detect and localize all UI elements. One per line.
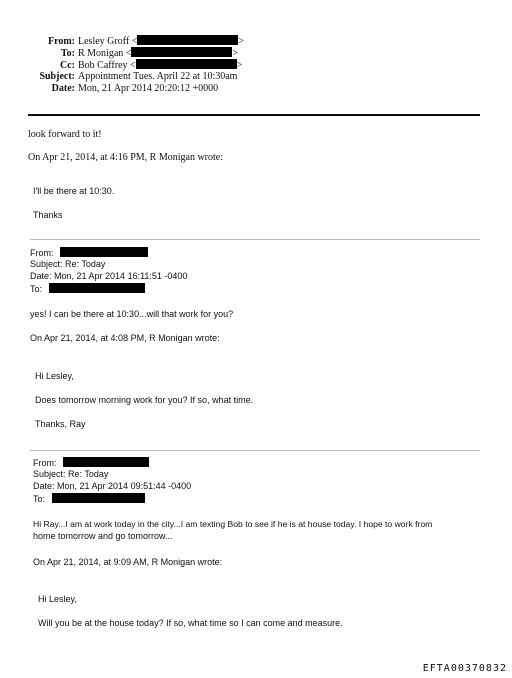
msg3-to-row — [33, 493, 145, 505]
msg2-quote-intro: On Apr 21, 2014, at 4:08 PM, R Monigan wrote: — [30, 333, 220, 343]
quoted-line: I'll be there at 10:30. — [33, 186, 115, 196]
quoted-greeting: Hi Lesley, — [35, 371, 74, 381]
header-to-row: To: R Monigan < > — [0, 47, 238, 60]
header-cc-row: Cc: Bob Caffrey < > — [0, 59, 242, 72]
redaction-bar — [63, 457, 149, 467]
redaction-bar — [52, 493, 145, 503]
subject-value: Appointment Tues. April 22 at 10:30am — [78, 71, 238, 82]
cc-value: Bob Caffrey — [78, 60, 128, 71]
document-id: EFTA00370832 — [422, 663, 507, 674]
message-divider — [30, 239, 480, 240]
subject-label: Subject: — [39, 71, 75, 82]
to-value: R Monigan — [78, 48, 124, 59]
msg3-body-line: home tomorrow and go tomorrow... — [33, 531, 173, 541]
msg3-from-label: From: — [33, 458, 57, 468]
msg3-date: Date: Mon, 21 Apr 2014 09:51:44 -0400 — [33, 481, 192, 491]
from-value: Lesley Groff — [78, 36, 130, 47]
header-from-row: From: Lesley Groff < > — [0, 35, 244, 48]
redaction-bar — [136, 59, 237, 69]
msg2-date: Date: Mon, 21 Apr 2014 16:11:51 -0400 — [30, 271, 188, 281]
quote-intro: On Apr 21, 2014, at 4:16 PM, R Monigan wrote: — [28, 152, 223, 163]
date-label: Date: — [51, 83, 75, 94]
msg3-from-row — [33, 457, 149, 469]
redaction-bar — [131, 47, 232, 57]
to-label: To: — [60, 48, 75, 59]
msg2-subject: Subject: Re: Today — [30, 259, 106, 269]
msg3-subject: Subject: Re: Today — [33, 469, 109, 479]
msg2-to-row — [30, 283, 145, 295]
quoted-line: Thanks — [33, 210, 63, 220]
msg2-from-label: From: — [30, 248, 54, 258]
quoted-body: Does tomorrow morning work for you? If so, what time. — [35, 395, 254, 405]
quoted-signature: Thanks, Ray — [35, 419, 86, 429]
msg2-from-row — [30, 247, 148, 259]
redaction-bar — [137, 35, 238, 45]
redaction-bar — [60, 247, 148, 257]
msg2-to-label: To: — [30, 284, 43, 294]
quoted-greeting: Hi Lesley, — [38, 594, 77, 604]
header-subject-row — [0, 71, 237, 83]
header-divider — [28, 114, 480, 116]
quoted-body: Will you be at the house today? If so, what time so I can come and measure. — [38, 618, 343, 628]
from-label: From: — [47, 36, 75, 47]
msg3-to-label: To: — [33, 494, 46, 504]
message-divider — [30, 450, 480, 451]
redaction-bar — [49, 283, 145, 293]
msg3-quote-intro: On Apr 21, 2014, at 9:09 AM, R Monigan wrote: — [33, 557, 223, 567]
reply-body: look forward to it! — [28, 129, 102, 140]
msg2-body: yes! I can be there at 10:30...will that work for you? — [30, 309, 234, 319]
msg3-body-line: Hi Ray...I am at work today in the city...I am texting Bob to see if he is at house today. I hope to work from — [33, 519, 433, 529]
header-date-row — [0, 83, 218, 95]
date-value: Mon, 21 Apr 2014 20:20:12 +0000 — [78, 83, 219, 94]
cc-label: Cc: — [60, 60, 75, 71]
